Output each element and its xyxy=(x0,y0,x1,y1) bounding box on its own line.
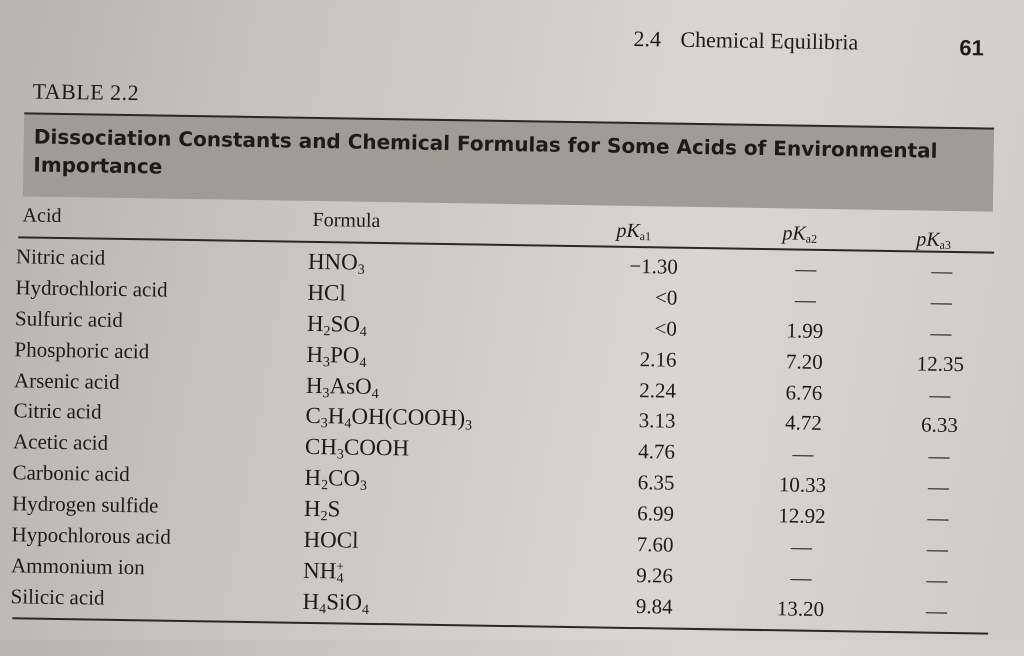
chemical-formula: HOCl xyxy=(303,526,359,553)
chemical-formula: $C_3H_4OH(COOH)_3$ xyxy=(305,403,473,434)
pka2-value: 6.76 xyxy=(785,379,823,405)
acid-name: Hydrochloric acid xyxy=(15,275,168,302)
section-number: 2.4 xyxy=(633,25,662,52)
acid-name: Nitric acid xyxy=(15,244,106,270)
chemical-formula: $H_2CO_3$ xyxy=(304,465,368,495)
pka2-value: 4.72 xyxy=(784,410,823,436)
table-label: TABLE 2.2 xyxy=(32,78,140,106)
pka1-value: 6.35 xyxy=(637,470,675,495)
pka3-value: 12.35 xyxy=(916,351,965,376)
pka3-value: — xyxy=(926,536,949,561)
pka2-subscript: a2 xyxy=(805,231,818,246)
pka3-value: — xyxy=(925,598,948,623)
pka2-value: 1.99 xyxy=(786,318,824,343)
pka1-value: 4.76 xyxy=(638,439,676,465)
chemical-formula: $NH^+_4$ xyxy=(302,557,344,587)
pka1-value: 9.84 xyxy=(635,593,673,619)
column-header-pka3 xyxy=(916,228,951,253)
pka3-value: — xyxy=(927,474,950,500)
pka2-symbol: pK xyxy=(782,222,806,245)
page-number: 61 xyxy=(959,35,985,61)
pka3-value: — xyxy=(927,505,949,531)
acid-name: Ammonium ion xyxy=(10,553,145,580)
pka3-value: 6.33 xyxy=(920,412,958,438)
pka1-symbol: pK xyxy=(616,219,640,243)
pka2-value: 7.20 xyxy=(785,349,823,374)
pka2-value: 12.92 xyxy=(778,503,826,529)
pka2-value: — xyxy=(790,565,812,590)
column-header-formula: Formula xyxy=(312,208,381,233)
running-head xyxy=(633,26,858,56)
pka1-value: 6.99 xyxy=(637,501,675,526)
acid-name: Arsenic acid xyxy=(13,367,120,394)
pka3-subscript: a3 xyxy=(939,237,952,252)
pka1-value: 2.16 xyxy=(639,346,677,372)
section-title: Chemical Equilibria xyxy=(680,26,859,55)
column-header-pka1 xyxy=(616,220,651,245)
acid-name: Hydrogen sulfide xyxy=(11,491,159,518)
pka3-value: — xyxy=(930,289,953,314)
chemical-formula: HCl xyxy=(307,279,346,306)
acid-name: Silicic acid xyxy=(10,584,105,610)
pka2-value: 13.20 xyxy=(776,596,825,621)
chemical-formula: $CH_3COOH$ xyxy=(304,434,410,463)
pka1-value: 7.60 xyxy=(636,532,674,557)
column-header-acid: Acid xyxy=(22,204,62,227)
table-caption-band xyxy=(23,112,994,211)
table-caption: Dissociation Constants and Chemical Formulas for Some Acids of Environmental Importance xyxy=(33,124,938,179)
pka2-value: — xyxy=(790,534,813,559)
chemical-formula: $HNO_3$ xyxy=(307,248,365,278)
acid-name: Phosphoric acid xyxy=(14,336,150,364)
column-header-pka2 xyxy=(782,222,817,247)
acid-name: Sulfuric acid xyxy=(14,306,124,332)
chemical-formula: $H_4SiO_4$ xyxy=(302,588,370,618)
acid-name: Hypochlorous acid xyxy=(11,522,171,549)
pka2-value: 10.33 xyxy=(778,472,827,498)
pka3-value: — xyxy=(931,258,953,283)
chemical-formula: $H_3AsO_4$ xyxy=(305,372,379,402)
chemical-formula: $H_3PO_4$ xyxy=(306,341,367,371)
pka3-value: — xyxy=(926,567,948,592)
acid-name: Acetic acid xyxy=(12,429,109,456)
pka3-value: — xyxy=(930,320,952,345)
pka1-value: <0 xyxy=(654,285,678,310)
pka2-value: — xyxy=(792,441,814,467)
pka1-value: 3.13 xyxy=(638,408,676,434)
pka2-value: — xyxy=(794,287,817,312)
table-body xyxy=(0,244,1020,631)
pka1-value: 2.24 xyxy=(639,377,677,403)
pka1-value: −1.30 xyxy=(629,253,679,279)
pka3-value: — xyxy=(929,382,951,407)
pka3-symbol: pK xyxy=(916,228,940,251)
pka2-value: — xyxy=(795,256,817,281)
acid-name: Citric acid xyxy=(13,398,102,425)
pka3-value: — xyxy=(928,443,950,469)
pka1-subscript: a1 xyxy=(639,229,652,244)
acid-name: Carbonic acid xyxy=(12,460,130,487)
pka1-value: 9.26 xyxy=(636,562,674,588)
chemical-formula: $H_2S$ xyxy=(303,495,341,525)
pka1-value: <0 xyxy=(654,316,678,341)
chemical-formula: $H_2SO_4$ xyxy=(306,310,367,340)
